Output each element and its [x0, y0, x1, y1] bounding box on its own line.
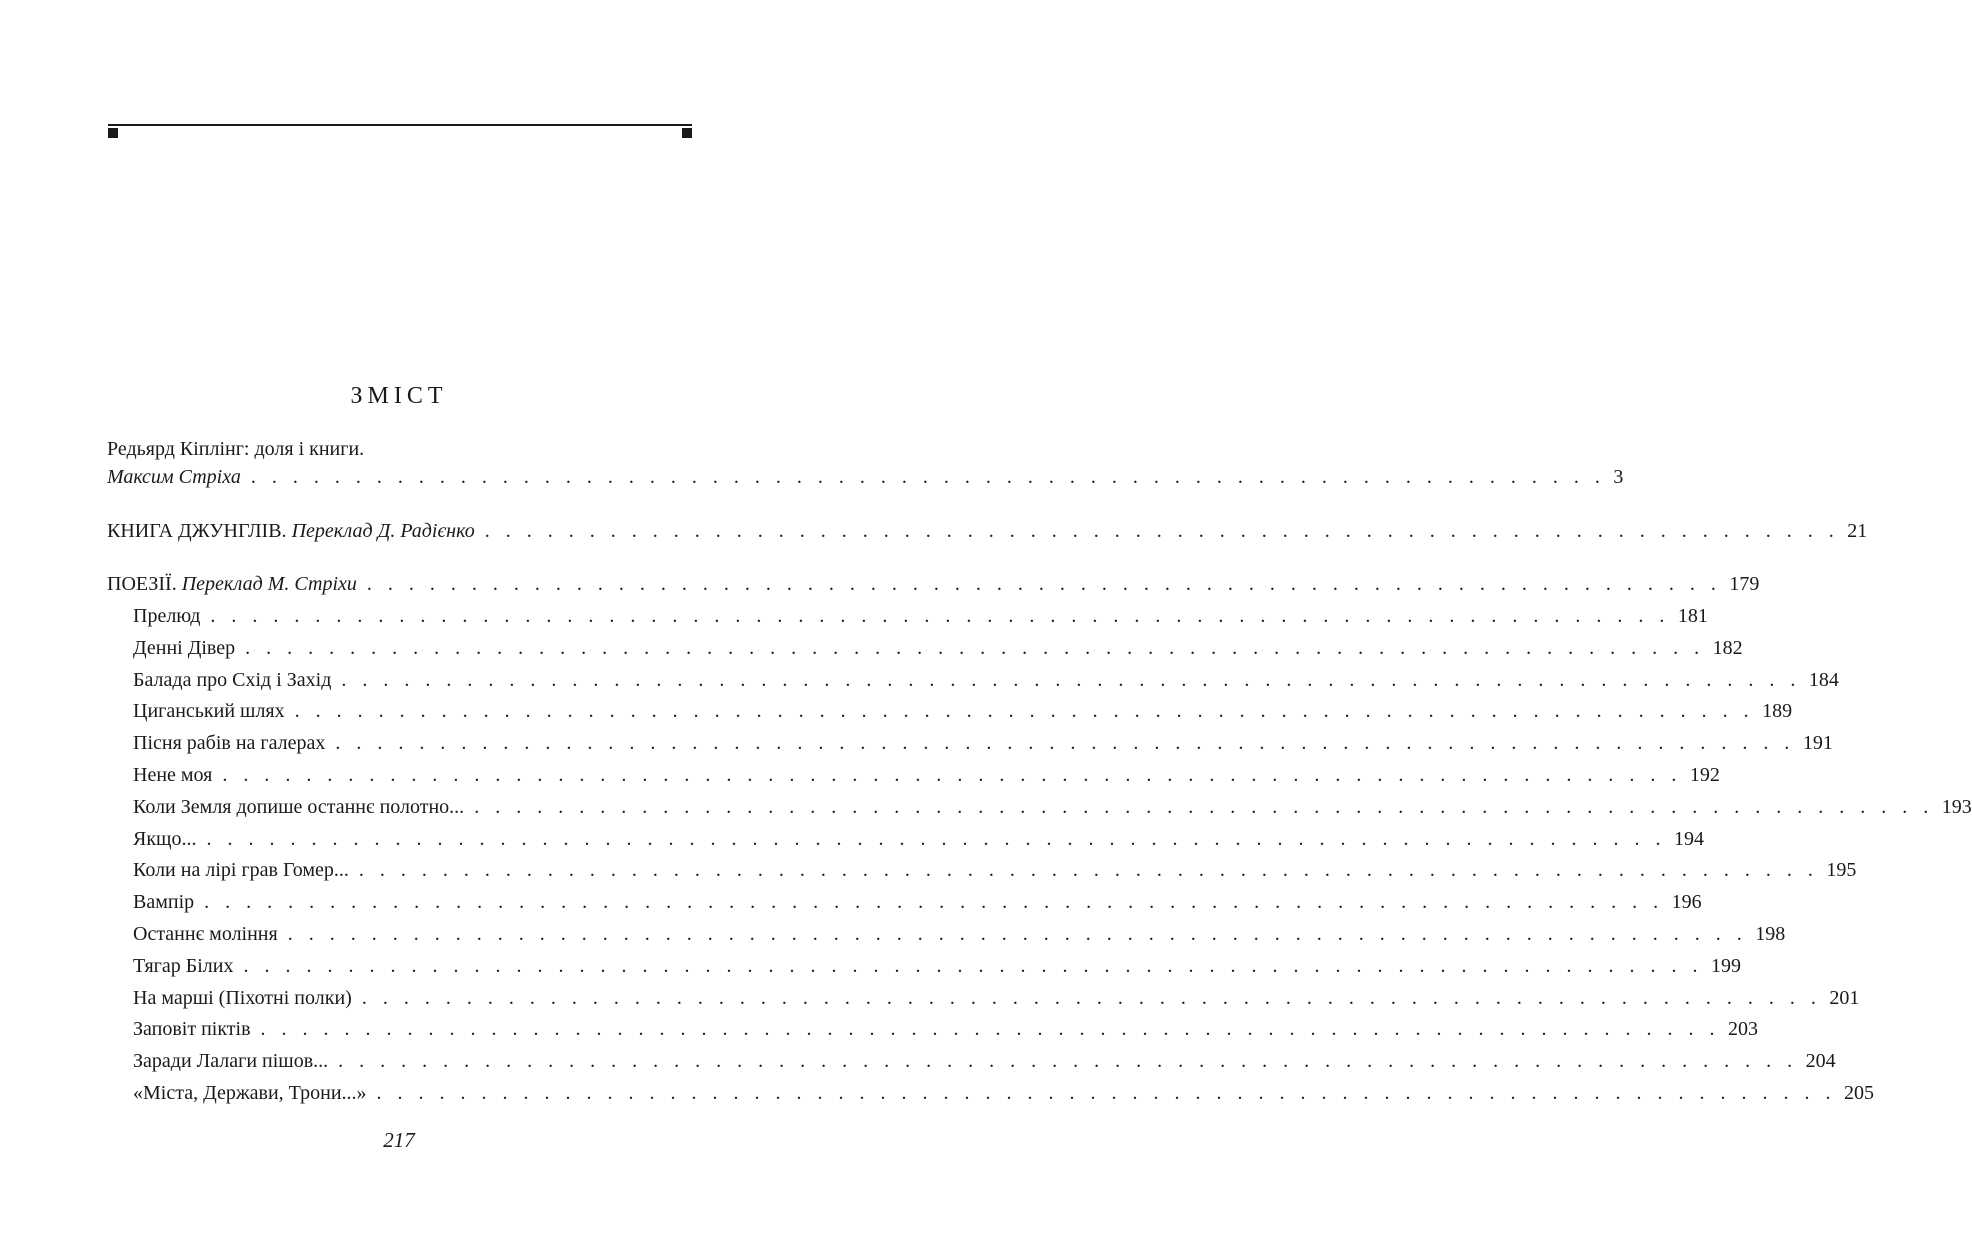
section-translator: Переклад Д. Радієнко — [291, 520, 475, 542]
leader-dots: . . . . . . . . . . . . . . . . . . . . . . . . . . . . . . . . . . . . . . . . . . . . . . . . . . . . . . . . . . . . . . . . . . . . . . — [204, 891, 1664, 914]
toc-entry-poem — [133, 1018, 1759, 1046]
page-ref: 205 — [1844, 1082, 1875, 1104]
toc-entry-poem — [133, 891, 1702, 919]
leader-dots: . . . . . . . . . . . . . . . . . . . . . . . . . . . . . . . . . . . . . . . . . . . . . . . . . . . . . . . . . . . . . . . . . . . . . . — [210, 605, 1670, 627]
poem-title: Нене моя — [133, 764, 213, 786]
page-ref: 181 — [1677, 605, 1708, 627]
intro-author: Максим Стріха — [107, 466, 241, 488]
toc-entry-poem — [133, 605, 1708, 633]
leader-dots: . . . . . . . . . . . . . . . . . . . . . . . . . . . . . . . . . . . . . . . . . . . . . . . . . . . . . . . . . . . . . . . . . . . . . . — [358, 859, 1819, 882]
toc-entry-jungle-book — [107, 520, 1868, 548]
page-ref: 196 — [1671, 891, 1702, 914]
leader-dots: . . . . . . . . . . . . . . . . . . . . . . . . . . . . . . . . . . . . . . . . . . . . . . . . . . . . . . . . . . . . . . . . . . . . . . — [376, 1082, 1837, 1104]
intro-line-1 — [107, 438, 692, 466]
leader-dots: . . . . . . . . . . . . . . . . . . . . . . . . . . . . . . . . . . . . . . . . . . . . . . . . . . . . . . . . . . . . . . . . . . . . . . — [341, 668, 1801, 691]
page-ref: 194 — [1673, 827, 1704, 850]
toc-entry-poem — [133, 1050, 1836, 1078]
leader-dots: . . . . . . . . . . . . . . . . . . . . . . . . . . . . . . . . . . . . . . . . . . . . . . . . . . . . . . . . . . . . . . . . . — [484, 520, 1840, 542]
toc-entry-poem — [133, 923, 1786, 951]
leader-dots: . . . . . . . . . . . . . . . . . . . . . . . . . . . . . . . . . . . . . . . . . . . . . . . . . . . . . . . . . . . . . . . . . . . . . . — [245, 636, 1705, 659]
toc-entry-poem — [133, 954, 1741, 983]
page-ref: 179 — [1729, 573, 1760, 595]
poem-title: Якщо... — [133, 827, 197, 850]
folio-page-number: 217 — [383, 1128, 415, 1152]
page-ref: 199 — [1710, 954, 1741, 977]
leader-dots: . . . . . . . . . . . . . . . . . . . . . . . . . . . . . . . . . . . . . . . . . . . . . . . . . . . . . . . . . . . . . . . . . . . . . . — [260, 1018, 1721, 1041]
page-ref: 198 — [1755, 923, 1786, 945]
leader-dots: . . . . . . . . . . . . . . . . . . . . . . . . . . . . . . . . . . . . . . . . . . . . . . . . . . . . . . . . . . . . . . . . . — [366, 573, 1722, 595]
page-ref: 184 — [1808, 668, 1839, 691]
top-rule — [108, 124, 692, 126]
toc-entry-poems — [107, 573, 1760, 601]
toc-entry-poem — [133, 700, 1793, 728]
leader-dots: . . . . . . . . . . . . . . . . . . . . . . . . . . . . . . . . . . . . . . . . . . . . . . . . . . . . . . . . . . . . . . . . . . . . . . — [222, 764, 1682, 786]
page-ref: 3 — [1613, 466, 1624, 488]
poem-title: Вампір — [133, 891, 195, 914]
toc-entry-poem — [133, 1082, 1875, 1110]
leader-dots: . . . . . . . . . . . . . . . . . . . . . . . . . . . . . . . . . . . . . . . . . . . . . . . . . . . . . . . . . . . . . . . . . . . . . . — [243, 954, 1703, 977]
leader-dots: . . . . . . . . . . . . . . . . . . . . . . . . . . . . . . . . . . . . . . . . . . . . . . . . . . . . . . . . . . . . . . . . . . . . . . — [294, 700, 1755, 723]
poem-title: Коли Земля допише останнє полотно... — [133, 795, 465, 818]
poem-title: Заради Лалаги пішов... — [133, 1050, 329, 1073]
leader-dots: . . . . . . . . . . . . . . . . . . . . . . . . . . . . . . . . . . . . . . . . . . . . . . . . . . . . . . . . . . . . . . . . . . . . . . — [338, 1050, 1798, 1073]
toc-entry-poem — [133, 986, 1860, 1015]
leader-dots: . . . . . . . . . . . . . . . . . . . . . . . . . . . . . . . . . . . . . . . . . . . . . . . . . . . . . . . . . . . . . . . . . — [250, 466, 1606, 488]
leader-dots: . . . . . . . . . . . . . . . . . . . . . . . . . . . . . . . . . . . . . . . . . . . . . . . . . . . . . . . . . . . . . . . . . . . . . . — [361, 986, 1822, 1009]
toc-entry-poem — [133, 764, 1720, 792]
right-square-ornament — [682, 128, 692, 138]
page-ref: 203 — [1728, 1018, 1759, 1041]
toc-entry-intro — [107, 466, 1624, 494]
poem-title: Циганський шлях — [133, 700, 285, 723]
intro-title: Редьярд Кіплінг: доля і книги. — [107, 438, 365, 460]
page-title: ЗМІСТ — [350, 383, 448, 409]
poem-title: Останнє моління — [133, 923, 278, 945]
left-square-ornament — [108, 128, 118, 138]
toc-entry-poem — [133, 827, 1704, 856]
section-title: ПОЕЗІЇ. — [107, 573, 177, 595]
poem-title: Пісня рабів на галерах — [133, 732, 326, 755]
page-ref: 21 — [1847, 520, 1868, 542]
poem-title: Тягар Білих — [133, 954, 234, 977]
section-title: КНИГА ДЖУНГЛІВ. — [107, 520, 287, 542]
leader-dots: . . . . . . . . . . . . . . . . . . . . . . . . . . . . . . . . . . . . . . . . . . . . . . . . . . . . . . . . . . . . . . . . . . . . . . — [474, 795, 1934, 818]
page-ref: 201 — [1829, 986, 1860, 1009]
toc-entry-poem — [133, 795, 1972, 824]
poem-title: Денні Дівер — [133, 636, 236, 659]
toc-entry-poem — [133, 668, 1839, 697]
poem-title: Прелюд — [133, 605, 201, 627]
poem-title: Коли на лірі грав Гомер... — [133, 859, 349, 882]
page-ref: 189 — [1762, 700, 1793, 723]
toc-entry-poem — [133, 859, 1857, 887]
poem-title: «Міста, Держави, Трони...» — [133, 1082, 367, 1104]
page-ref: 182 — [1712, 636, 1743, 659]
page-ref: 192 — [1689, 764, 1720, 786]
leader-dots: . . . . . . . . . . . . . . . . . . . . . . . . . . . . . . . . . . . . . . . . . . . . . . . . . . . . . . . . . . . . . . . . . . . . . . — [335, 732, 1795, 755]
section-translator: Переклад М. Стріхи — [181, 573, 357, 595]
toc-entry-poem — [133, 636, 1743, 665]
page-ref: 195 — [1826, 859, 1857, 882]
page-ref: 204 — [1805, 1050, 1836, 1073]
poem-title: На марші (Піхотні полки) — [133, 986, 352, 1009]
page-ref: 191 — [1802, 732, 1833, 755]
leader-dots: . . . . . . . . . . . . . . . . . . . . . . . . . . . . . . . . . . . . . . . . . . . . . . . . . . . . . . . . . . . . . . . . . . . . . . — [287, 923, 1748, 945]
leader-dots: . . . . . . . . . . . . . . . . . . . . . . . . . . . . . . . . . . . . . . . . . . . . . . . . . . . . . . . . . . . . . . . . . . . . . . — [206, 827, 1666, 850]
page-ref: 193 — [1941, 795, 1972, 818]
poem-title: Балада про Схід і Захід — [133, 668, 332, 691]
poem-title: Заповіт піктів — [133, 1018, 251, 1041]
toc-entry-poem — [133, 732, 1833, 760]
